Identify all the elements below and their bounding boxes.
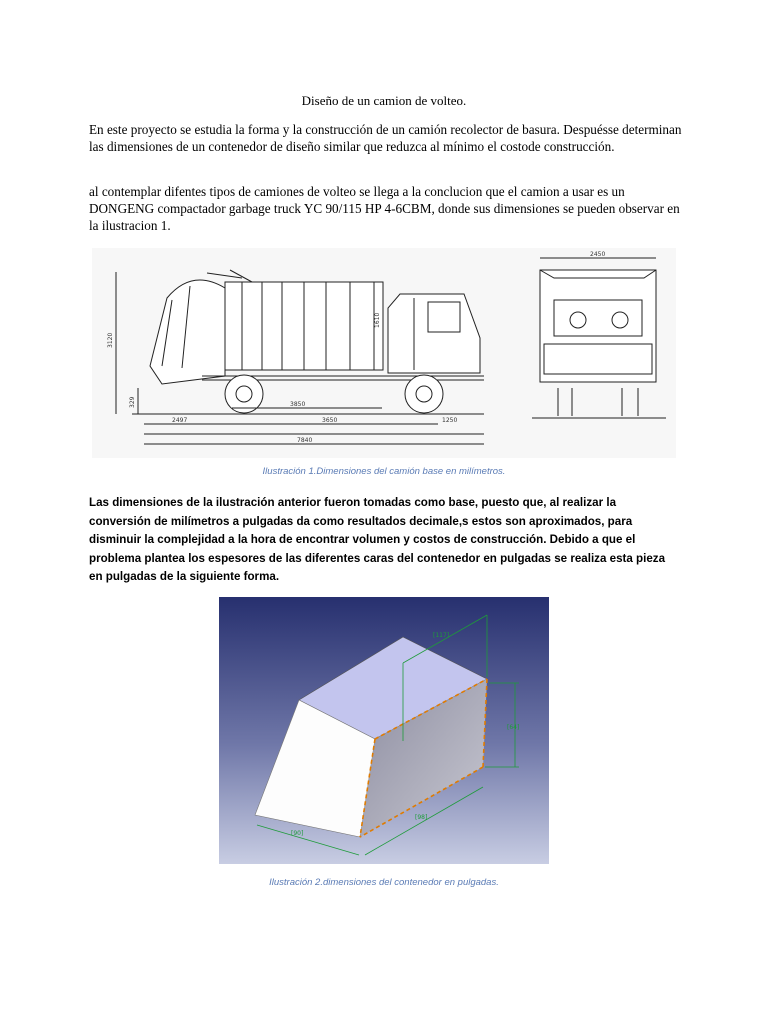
dim-wheelbase-lower: 3650: [322, 417, 338, 424]
figure1-caption: Ilustración 1.Dimensiones del camión base en milímetros.: [262, 466, 506, 477]
document-title: Diseño de un camion de volteo.: [301, 93, 467, 108]
dim-rear-overhang: 2497: [172, 417, 188, 424]
paragraph-truck-selection: al contemplar difentes tipos de camiones de volteo se llega a la conclucion que el camion a usar es un DONGENG compactador garbage truck YC 90/115 HP 4-6CBM, donde sus dimensiones se pueden observar en la ilustracion 1.: [89, 184, 680, 233]
dim-container-bottom-right: [98]: [415, 814, 428, 821]
figure2-caption: Ilustración 2.dimensiones del contenedor en pulgadas.: [269, 877, 499, 888]
paragraph-dimensions: Las dimensiones de la ilustración anterior fueron tomadas como base, puesto que, al realizar la conversión de milímetros a pulgadas da como resultados decimale,s estos son aproximados, para disminuir la complejidad a la hora de encontrar volumen y costos de construcción. Debido a que el problema plantea los espesores de las diferentes caras del contenedor en pulgadas se realiza esta pieza en pulgadas de la siguiente forma.: [89, 496, 666, 583]
container-cad-render: [219, 597, 549, 864]
dim-container-bottom-left: [90]: [291, 830, 304, 837]
dim-ground-clearance: 329: [129, 396, 136, 408]
dim-body-height: 1610: [374, 312, 381, 328]
paragraph-intro: En este proyecto se estudia la forma y la construcción de un camión recolector de basura. Despuésse determinan las dimensiones de un contenedor de diseño similar que reduzca al mínimo el costode construcción.: [89, 122, 682, 154]
dim-width: 2450: [590, 251, 606, 258]
dim-total-length: 7840: [297, 437, 313, 444]
dim-container-right: [64]: [507, 724, 520, 731]
dim-front-overhang: 1250: [442, 417, 458, 424]
dim-height-total: 3120: [107, 332, 114, 348]
truck-dimension-drawing: [92, 248, 676, 458]
dim-wheelbase: 3850: [290, 401, 306, 408]
dim-container-top: [117]: [433, 632, 450, 639]
